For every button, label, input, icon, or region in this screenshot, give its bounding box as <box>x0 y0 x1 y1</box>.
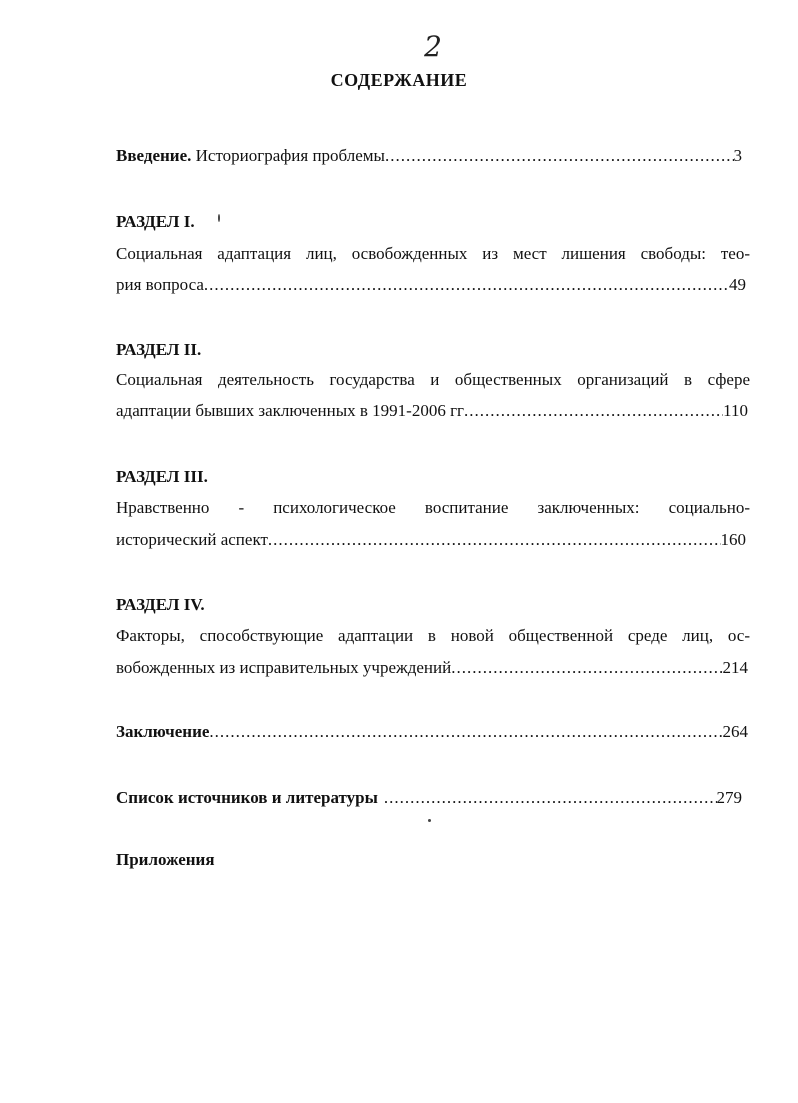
scan-speck <box>428 819 431 822</box>
toc-entry-section-2 <box>116 401 748 421</box>
section-1-line1: Социальная адаптация лиц, освобожденных из мест лишения свободы: тео- <box>116 244 750 263</box>
toc-entry-section-1 <box>116 275 746 295</box>
section-1-heading: РАЗДЕЛ I. <box>116 212 195 231</box>
section-3-line1: Нравственно - психологическое воспитание заключенных: социально- <box>116 498 750 517</box>
toc-entry-section-3 <box>116 530 746 550</box>
sources-label: Список источников и литературы <box>116 788 378 807</box>
section-2-line1: Социальная деятельность государства и общественных организаций в сфере <box>116 370 750 389</box>
section-1-page: 49 <box>729 275 746 294</box>
scan-speck <box>218 214 220 222</box>
toc-entry-conclusion <box>116 722 748 742</box>
leader-dots <box>204 275 729 295</box>
section-3-heading: РАЗДЕЛ III. <box>116 467 208 486</box>
leader-dots <box>451 658 722 678</box>
leader-dots <box>209 722 722 742</box>
intro-label: Историография проблемы <box>195 146 385 165</box>
section-4-line1: Факторы, способствующие адаптации в новой общественной среде лиц, ос- <box>116 626 750 645</box>
section-4-heading: РАЗДЕЛ IV. <box>116 595 205 614</box>
intro-page: 3 <box>733 146 742 165</box>
section-1-line2: рия вопроса <box>116 275 204 294</box>
section-2-heading: РАЗДЕЛ II. <box>116 340 202 359</box>
section-4-line2: вобожденных из исправительных учреждений <box>116 658 452 677</box>
toc-entry-section-4 <box>116 658 748 678</box>
page-title: СОДЕРЖАНИЕ <box>330 70 468 90</box>
leader-dots <box>384 788 717 808</box>
sources-page: 279 <box>716 788 742 807</box>
leader-dots <box>385 146 734 166</box>
toc-entry-sources <box>116 788 742 808</box>
leader-dots <box>464 401 723 421</box>
conclusion-page: 264 <box>722 722 748 741</box>
section-2-page: 110 <box>723 401 748 420</box>
page-number: 2 <box>424 30 442 63</box>
intro-label-bold: Введение. <box>116 146 192 165</box>
section-3-line2: исторический аспект <box>116 530 268 549</box>
section-2-line2: адаптации бывших заключенных в 1991-2006 гг <box>116 401 465 420</box>
section-3-page: 160 <box>720 530 746 549</box>
toc-entry-intro <box>116 146 742 166</box>
section-4-page: 214 <box>722 658 748 677</box>
conclusion-label: Заключение <box>116 722 210 741</box>
appendix-label: Приложения <box>116 850 215 869</box>
leader-dots <box>268 530 721 550</box>
